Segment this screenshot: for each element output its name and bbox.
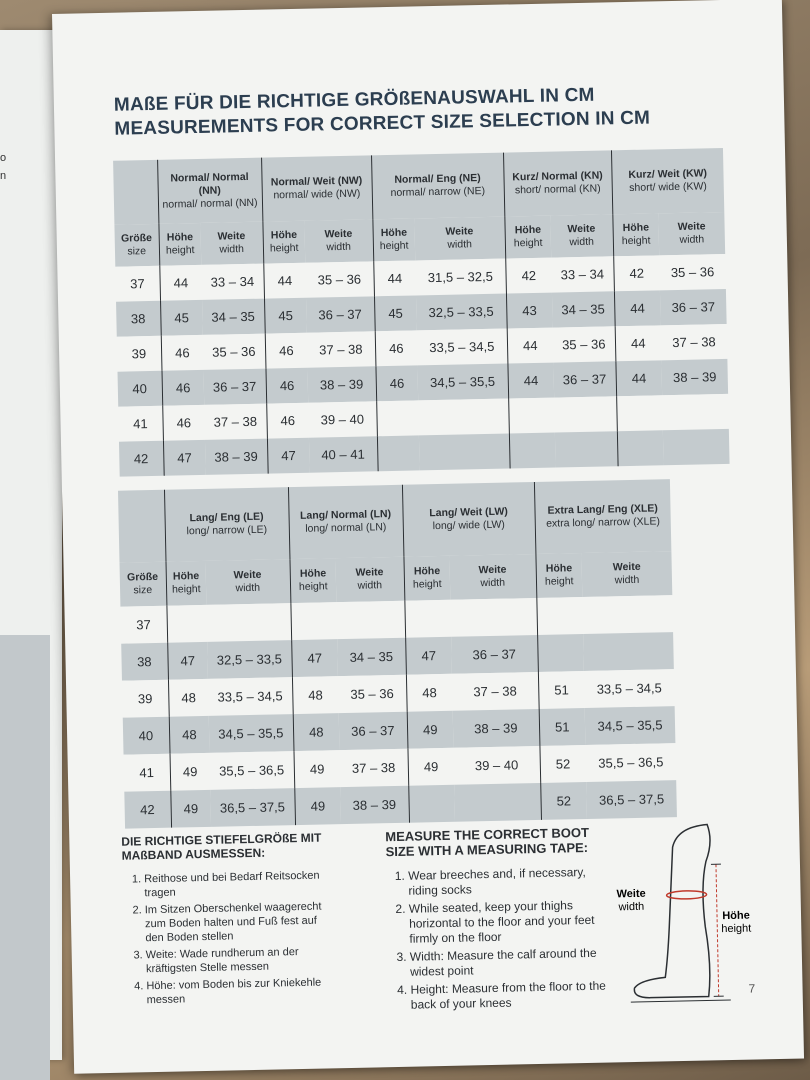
left-page bbox=[0, 30, 62, 1060]
height-cell bbox=[537, 634, 584, 672]
left-page-fragment: o bbox=[0, 152, 7, 164]
size-table-normal-short bbox=[113, 148, 729, 477]
size-cell: 38 bbox=[136, 654, 152, 670]
width-cell: 34 – 35 bbox=[211, 308, 255, 325]
instructions-english-title: MEASURE THE CORRECT BOOT SIZE WITH A MEASURING TAPE: bbox=[385, 824, 590, 860]
height-cell: 46 bbox=[375, 365, 418, 401]
width-column-header bbox=[304, 219, 373, 262]
height-column-header bbox=[372, 218, 415, 261]
size-label-en: size bbox=[133, 584, 153, 597]
height-cell bbox=[166, 605, 207, 643]
table-group-header bbox=[611, 148, 724, 214]
instructions-german bbox=[121, 830, 335, 1010]
width-cell: 34 – 35 bbox=[561, 301, 605, 318]
height-cell: 51 bbox=[539, 708, 586, 746]
size-column-header bbox=[120, 562, 167, 607]
height-cell: 45 bbox=[264, 298, 307, 334]
width-label-de: Weite bbox=[567, 222, 596, 236]
group-label-de: Normal/ Normal (NN) bbox=[170, 170, 249, 197]
table-corner-cell bbox=[113, 160, 158, 225]
brochure-page bbox=[52, 0, 804, 1074]
group-label-de: Kurz/ Weit (KW) bbox=[628, 167, 708, 181]
width-cell: 38 – 39 bbox=[672, 369, 717, 386]
instruction-step: 2. Im Sitzen Oberschenkel waagerecht zum Boden halten und Fuß fest auf den Boden stellen bbox=[145, 899, 334, 945]
group-label-en: long/ normal (LN) bbox=[305, 521, 387, 535]
width-cell: 35 – 36 bbox=[350, 685, 394, 702]
height-cell: 52 bbox=[540, 782, 587, 820]
width-cell: 36 – 37 bbox=[350, 722, 395, 739]
width-label-de: Weite bbox=[612, 560, 641, 574]
table-group-header bbox=[261, 155, 372, 221]
width-cell bbox=[582, 595, 673, 634]
width-cell: 33 – 34 bbox=[210, 273, 255, 290]
width-column-header bbox=[581, 551, 672, 597]
size-cell: 38 bbox=[130, 311, 146, 327]
height-label-en: height bbox=[298, 580, 328, 593]
width-cell: 33,5 – 34,5 bbox=[596, 680, 662, 697]
width-label-en: width bbox=[447, 238, 473, 251]
table-group-header bbox=[503, 150, 612, 216]
group-label-de: Extra Lang/ Eng (XLE) bbox=[547, 502, 658, 517]
width-cell: 31,5 – 32,5 bbox=[427, 268, 494, 286]
height-cell: 52 bbox=[539, 745, 586, 783]
table-group-header-row bbox=[118, 479, 671, 563]
width-label-en: width bbox=[357, 579, 383, 592]
height-label-en: height bbox=[165, 244, 195, 257]
height-cell: 43 bbox=[506, 293, 553, 329]
size-cell: 37 bbox=[130, 276, 145, 292]
width-cell: 40 – 41 bbox=[321, 446, 365, 463]
height-cell bbox=[408, 785, 455, 823]
table-group-header bbox=[157, 158, 262, 224]
title-english: MEASUREMENTS FOR CORRECT SIZE SELECTION IN CM bbox=[114, 107, 651, 140]
size-cell: 40 bbox=[132, 381, 148, 397]
width-cell bbox=[662, 394, 729, 430]
height-column-header bbox=[504, 216, 551, 259]
group-label-en: extra long/ narrow (XLE) bbox=[546, 515, 661, 530]
instructions-german-title: DIE RICHTIGE STIEFELGRÖßE MIT MAßBAND AUSMESSEN: bbox=[121, 830, 322, 863]
width-cell: 36,5 – 37,5 bbox=[219, 799, 286, 816]
size-column-header bbox=[114, 224, 159, 267]
group-label-en: short/ normal (KN) bbox=[514, 182, 601, 197]
width-label-de: Weite bbox=[324, 227, 353, 241]
table-corner-cell bbox=[118, 490, 165, 563]
size-table-long bbox=[118, 479, 677, 828]
height-label-de: Höhe bbox=[166, 231, 194, 244]
table-group-header bbox=[402, 482, 535, 557]
width-label-en: width bbox=[235, 581, 261, 595]
size-cell: 39 bbox=[137, 691, 153, 707]
height-cell bbox=[616, 395, 663, 431]
diagram-width-label-en: width bbox=[618, 900, 645, 914]
size-cell: 39 bbox=[131, 346, 147, 362]
title-german: MAßE FÜR DIE RICHTIGE GRÖßENAUSWAHL IN CM bbox=[113, 84, 595, 116]
width-cell bbox=[454, 783, 541, 822]
height-cell: 42 bbox=[613, 255, 660, 291]
width-cell bbox=[583, 632, 674, 671]
width-cell: 36 – 37 bbox=[562, 371, 607, 388]
width-cell bbox=[419, 434, 510, 471]
height-cell: 44 bbox=[373, 260, 416, 296]
size-label-de: Größe bbox=[120, 231, 153, 245]
height-label-de: Höhe bbox=[413, 564, 441, 578]
height-cell: 47 bbox=[167, 642, 208, 680]
height-label-de: Höhe bbox=[299, 567, 327, 580]
group-label-de: Kurz/ Normal (KN) bbox=[512, 169, 603, 184]
height-cell: 46 bbox=[375, 330, 418, 366]
height-column-header bbox=[612, 213, 659, 256]
width-cell: 37 – 38 bbox=[213, 413, 258, 430]
instruction-step: 1. Reithose und bei Bedarf Reitsocken tragen bbox=[144, 868, 333, 900]
size-cell: 40 bbox=[138, 728, 154, 744]
width-cell: 36,5 – 37,5 bbox=[598, 791, 665, 808]
height-cell: 42 bbox=[505, 258, 552, 294]
height-cell: 46 bbox=[161, 335, 204, 371]
width-cell bbox=[450, 598, 537, 637]
height-label-de: Höhe bbox=[380, 226, 408, 240]
width-cell bbox=[206, 603, 291, 642]
width-cell: 37 – 38 bbox=[319, 341, 363, 358]
size-cell: 37 bbox=[136, 617, 151, 633]
diagram-height-label-de: Höhe bbox=[722, 909, 750, 923]
height-cell bbox=[617, 430, 664, 466]
width-label-en: width bbox=[480, 576, 506, 590]
width-label-en: width bbox=[614, 573, 640, 587]
group-label-de: Lang/ Weit (LW) bbox=[429, 505, 508, 520]
width-cell: 38 – 39 bbox=[214, 448, 258, 465]
width-cell bbox=[555, 431, 618, 467]
width-label-de: Weite bbox=[233, 568, 262, 582]
height-cell bbox=[508, 398, 555, 434]
width-label-de: Weite bbox=[445, 225, 474, 238]
height-cell: 51 bbox=[538, 671, 585, 709]
height-cell: 44 bbox=[614, 290, 661, 326]
instruction-step: 3. Weite: Wade rundherum an der kräftigsten Stelle messen bbox=[146, 944, 335, 976]
group-label-en: short/ wide (KW) bbox=[629, 180, 707, 194]
height-cell: 49 bbox=[170, 790, 211, 828]
width-column-header bbox=[550, 214, 613, 257]
height-cell: 46 bbox=[266, 403, 309, 439]
width-cell: 37 – 38 bbox=[351, 759, 396, 776]
width-cell: 36 – 37 bbox=[318, 306, 362, 323]
instruction-step: 2. While seated, keep your thighs horizontal to the floor and your feet firmly on the floor bbox=[409, 897, 618, 946]
height-cell: 46 bbox=[161, 370, 204, 406]
width-column-header bbox=[414, 217, 505, 261]
instruction-step: 3. Width: Measure the calf around the widest point bbox=[410, 945, 619, 979]
table-group-header bbox=[164, 487, 289, 562]
height-cell bbox=[377, 435, 420, 471]
instruction-step: 4. Height: Measure from the floor to the back of your knees bbox=[410, 978, 619, 1012]
height-label-en: height bbox=[412, 577, 442, 591]
height-cell: 48 bbox=[169, 716, 210, 754]
width-cell: 32,5 – 33,5 bbox=[428, 303, 494, 321]
height-cell: 48 bbox=[293, 713, 340, 751]
width-cell: 33,5 – 34,5 bbox=[217, 688, 283, 705]
height-label-en: height bbox=[171, 583, 201, 596]
width-cell: 36 – 37 bbox=[671, 299, 716, 316]
height-label-en: height bbox=[513, 236, 543, 250]
leg-measurement-diagram bbox=[616, 806, 752, 1008]
table-group-header bbox=[534, 479, 671, 554]
height-cell: 49 bbox=[294, 787, 341, 825]
height-label-de: Höhe bbox=[545, 562, 573, 575]
height-column-header bbox=[289, 558, 336, 603]
width-label-en: width bbox=[569, 235, 595, 249]
size-cell: 41 bbox=[139, 765, 155, 781]
height-cell: 44 bbox=[615, 325, 662, 361]
height-cell bbox=[509, 433, 556, 469]
group-label-en: long/ narrow (LE) bbox=[186, 523, 268, 538]
height-label-de: Höhe bbox=[270, 228, 298, 242]
height-cell bbox=[536, 597, 583, 635]
group-label-en: normal/ narrow (NE) bbox=[390, 184, 486, 199]
instruction-step: 4. Höhe: vom Boden bis zur Kniekehle messen bbox=[146, 975, 335, 1007]
width-cell: 35,5 – 36,5 bbox=[218, 762, 285, 779]
width-label-en: width bbox=[679, 233, 705, 246]
width-column-header bbox=[449, 554, 536, 600]
height-cell: 47 bbox=[291, 639, 338, 677]
height-cell: 49 bbox=[407, 711, 454, 749]
height-cell bbox=[290, 602, 337, 640]
width-label-de: Weite bbox=[217, 230, 246, 243]
instructions-english bbox=[385, 824, 619, 1016]
height-cell: 45 bbox=[374, 295, 417, 331]
height-cell: 48 bbox=[168, 679, 209, 717]
height-cell: 46 bbox=[265, 368, 308, 404]
size-label-de: Größe bbox=[126, 570, 159, 584]
width-column-header bbox=[205, 559, 290, 605]
height-cell: 48 bbox=[406, 674, 453, 712]
group-label-en: normal/ wide (NW) bbox=[273, 187, 361, 202]
width-label-en: width bbox=[219, 243, 245, 256]
height-label-en: height bbox=[621, 234, 651, 248]
height-cell: 46 bbox=[162, 405, 205, 441]
height-cell: 48 bbox=[292, 676, 339, 714]
width-column-header bbox=[335, 557, 404, 602]
group-label-de: Lang/ Eng (LE) bbox=[189, 510, 264, 525]
width-label-de: Weite bbox=[677, 220, 706, 233]
height-label-de: Höhe bbox=[622, 221, 650, 235]
height-cell bbox=[404, 600, 451, 638]
height-label-en: height bbox=[269, 241, 299, 255]
width-cell bbox=[663, 429, 730, 465]
instruction-step: 1. Wear breeches and, if necessary, riding socks bbox=[408, 864, 617, 898]
width-cell: 33,5 – 34,5 bbox=[429, 338, 495, 356]
width-label-de: Weite bbox=[355, 566, 384, 579]
width-cell: 39 – 40 bbox=[320, 411, 365, 428]
width-cell: 37 – 38 bbox=[672, 334, 716, 351]
height-cell: 47 bbox=[267, 438, 310, 474]
width-column-header bbox=[200, 222, 263, 265]
height-cell: 49 bbox=[293, 750, 340, 788]
width-cell: 33 – 34 bbox=[560, 266, 605, 283]
height-column-header bbox=[535, 553, 582, 598]
height-label-de: Höhe bbox=[514, 223, 542, 237]
width-column-header bbox=[658, 212, 725, 255]
height-cell: 45 bbox=[160, 300, 203, 336]
group-label-de: Lang/ Normal (LN) bbox=[299, 508, 392, 522]
height-label-de: Höhe bbox=[172, 570, 200, 583]
height-cell: 46 bbox=[265, 333, 308, 369]
width-label-en: width bbox=[326, 240, 352, 254]
width-cell: 34,5 – 35,5 bbox=[597, 717, 663, 734]
width-cell: 34 – 35 bbox=[349, 649, 394, 665]
width-cell bbox=[336, 601, 405, 639]
group-label-de: Normal/ Eng (NE) bbox=[394, 172, 481, 186]
table-group-header bbox=[371, 153, 504, 220]
page-number: 7 bbox=[748, 981, 756, 996]
height-cell: 44 bbox=[263, 263, 306, 299]
height-column-header bbox=[403, 556, 450, 601]
width-cell: 35 – 36 bbox=[317, 271, 362, 288]
width-cell: 38 – 39 bbox=[319, 376, 364, 393]
group-label-en: normal/ normal (NN) bbox=[162, 196, 258, 211]
size-cell: 42 bbox=[133, 451, 149, 467]
width-cell: 32,5 – 33,5 bbox=[216, 651, 282, 668]
width-cell: 34,5 – 35,5 bbox=[429, 373, 496, 391]
height-column-header bbox=[165, 561, 206, 606]
width-cell: 39 – 40 bbox=[474, 757, 519, 774]
width-cell: 36 – 37 bbox=[472, 646, 517, 663]
diagram-height-label-en: height bbox=[721, 922, 752, 936]
size-label-en: size bbox=[127, 245, 147, 258]
size-cell: 42 bbox=[140, 802, 155, 818]
table-group-header bbox=[288, 485, 403, 559]
width-cell: 38 – 39 bbox=[473, 720, 518, 737]
height-cell: 44 bbox=[507, 363, 554, 399]
height-cell: 44 bbox=[507, 328, 554, 364]
height-column-header bbox=[262, 221, 305, 264]
group-label-en: long/ wide (LW) bbox=[432, 518, 505, 533]
width-cell: 37 – 38 bbox=[473, 683, 517, 700]
height-label-en: height bbox=[544, 575, 574, 588]
height-cell: 47 bbox=[405, 637, 452, 675]
height-cell bbox=[376, 400, 419, 436]
size-cell: 41 bbox=[132, 416, 148, 432]
width-cell: 35 – 36 bbox=[670, 264, 715, 281]
height-cell: 44 bbox=[615, 360, 662, 396]
height-column-header bbox=[158, 223, 201, 266]
width-cell: 34,5 – 35,5 bbox=[218, 725, 284, 742]
diagram-width-label-de: Weite bbox=[616, 887, 646, 901]
height-cell: 44 bbox=[159, 265, 202, 301]
height-cell: 49 bbox=[407, 748, 454, 786]
width-cell: 36 – 37 bbox=[212, 378, 257, 395]
width-cell: 38 – 39 bbox=[352, 796, 397, 813]
height-cell: 47 bbox=[163, 440, 206, 476]
height-label-en: height bbox=[379, 239, 409, 253]
group-label-de: Normal/ Weit (NW) bbox=[270, 174, 363, 189]
width-cell: 35,5 – 36,5 bbox=[598, 754, 664, 771]
width-cell: 35 – 36 bbox=[212, 343, 256, 360]
width-cell bbox=[554, 396, 617, 432]
left-page-fragment: n bbox=[0, 170, 7, 182]
width-label-de: Weite bbox=[478, 563, 507, 577]
height-cell: 49 bbox=[170, 753, 211, 791]
left-page-grey-block bbox=[0, 635, 50, 1080]
width-cell: 35 – 36 bbox=[561, 336, 606, 353]
width-cell bbox=[418, 399, 509, 436]
